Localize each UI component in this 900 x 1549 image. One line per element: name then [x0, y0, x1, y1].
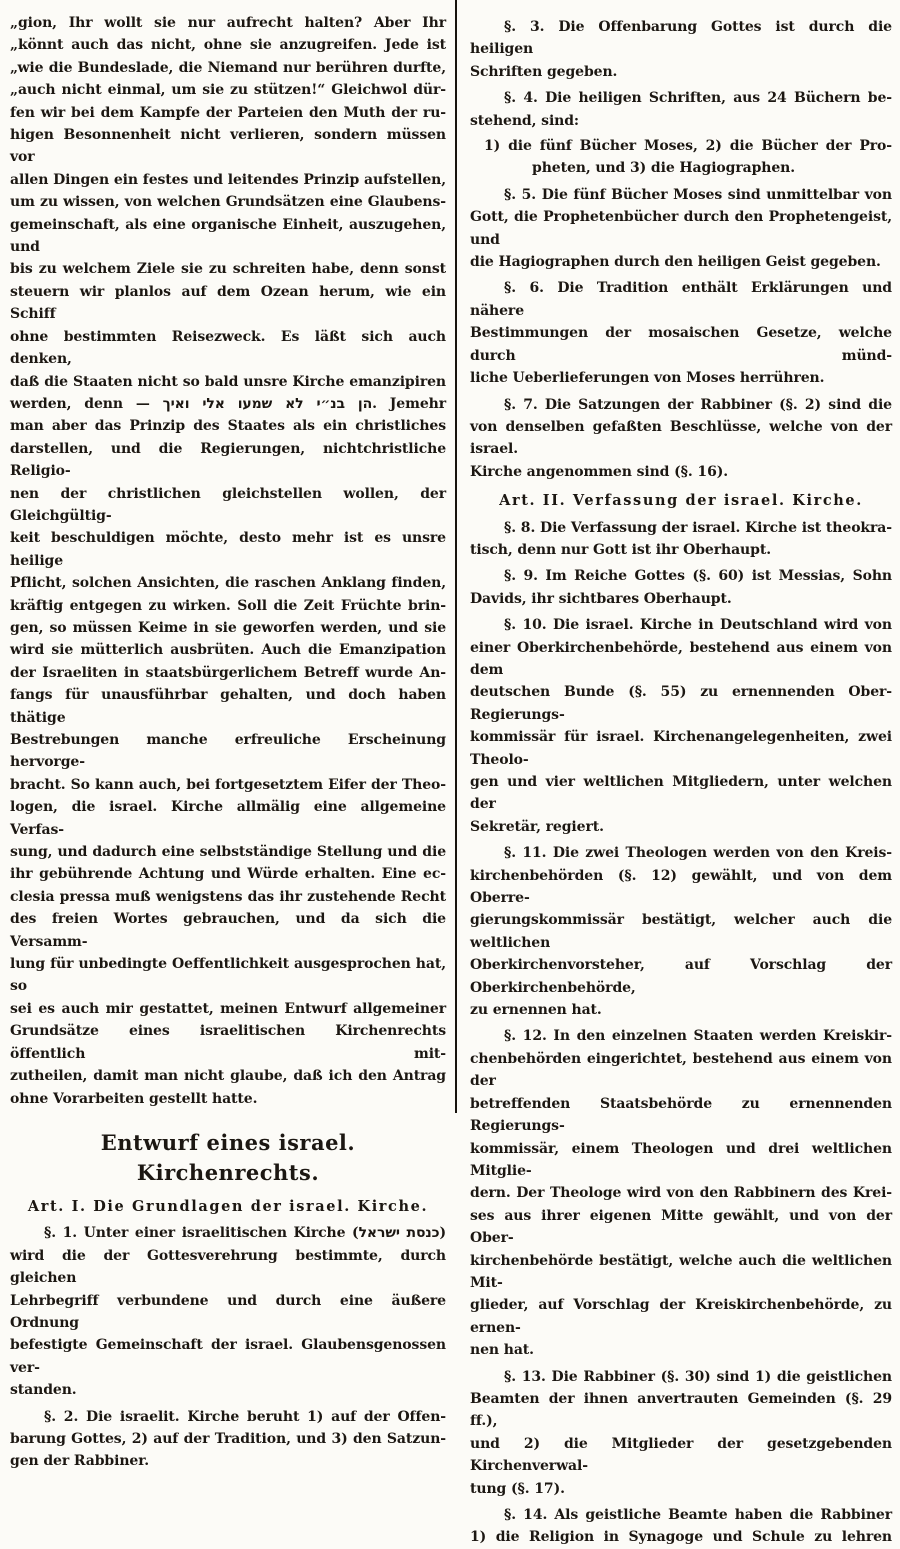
- text-line: kirchenbehörde bestätigt, welche auch die weltlichen Mit-: [470, 1252, 892, 1291]
- text-line: von denselben gefaßten Beschlüsse, welche von der israel.: [470, 418, 892, 458]
- text-line: Oberkirchenvorsteher, auf Vorschlag der Oberkirchenbehörde,: [470, 957, 892, 996]
- text-line: Bestrebungen manche erfreuliche Erscheinung hervorge-: [10, 732, 446, 771]
- text-line: stehend, sind:: [470, 112, 579, 129]
- text-line: lung für unbedingte Oeffentlichkeit ausgesprochen hat, so: [10, 956, 446, 995]
- text-line: darstellen, und die Regierungen, nichtchristliche Religio-: [10, 440, 446, 480]
- text-line: Beamten der ihnen anvertrauten Gemeinden (§. 29 ff.),: [470, 1390, 892, 1430]
- text-line: nen hat.: [470, 1342, 534, 1359]
- text-line: deutschen Bunde (§. 55) zu ernennenden Ober-Regierungs-: [470, 684, 892, 723]
- text-line: ohne Vorarbeiten gestellt hatte.: [10, 1090, 258, 1107]
- article-heading: Art. II. Verfassung der israel. Kirche.: [499, 492, 863, 510]
- text-line: fen wir bei dem Kampfe der Parteien den Muth der ru-: [10, 104, 446, 121]
- article-heading: Art. I. Die Grundlagen der israel. Kirche.: [27, 1197, 429, 1215]
- text-line: wird die der Gottesverehrung bestimmte, durch gleichen: [10, 1247, 446, 1287]
- text-line: gemeinschaft, als eine organische Einheit, auszugehen, und: [10, 216, 446, 256]
- text-line: „auch nicht einmal, um sie zu stützen!“ Gleichwol dür-: [10, 82, 446, 99]
- text-line: logen, die israel. Kirche allmälig eine allgemeine Verfas-: [10, 799, 446, 838]
- column-divider-rule: [455, 0, 457, 1113]
- text-line: glieder, auf Vorschlag der Kreiskirchenbehörde, zu ernen-: [470, 1297, 892, 1336]
- text-line: die Hagiographen durch den heiligen Geist gegeben.: [470, 254, 881, 271]
- text-line: ihr gebührende Achtung und Würde erhalten. Eine ec-: [10, 866, 446, 883]
- text-line: betreffenden Staatsbehörde zu ernennenden Regierungs-: [470, 1095, 892, 1135]
- text-line: §. 9. Im Reiche Gottes (§. 60) ist Messias, Sohn: [504, 568, 892, 585]
- text-line: gierungskommissär bestätigt, welcher auch die weltlichen: [470, 912, 892, 951]
- text-line: nen der christlichen gleichstellen wollen, der Gleichgültig-: [10, 485, 446, 524]
- text-line: Sekretär, regiert.: [470, 818, 604, 835]
- text-line: tisch, denn nur Gott ist ihr Oberhaupt.: [470, 541, 771, 558]
- text-line: bracht. So kann auch, bei fortgesetztem Eifer der Theo-: [10, 776, 446, 793]
- text-line: §. 2. Die israelit. Kirche beruht 1) auf der Offen-: [44, 1408, 446, 1425]
- list-item-line: pheten, und 3) die Hagiographen.: [532, 160, 796, 177]
- text-line: werden, denn — הן בנ״י לא שמעו אלי ואיך. Jemehr: [10, 395, 446, 412]
- text-line: ohne bestimmten Reisezweck. Es läßt sich auch denken,: [10, 328, 446, 368]
- text-line: einer Oberkirchenbehörde, bestehend aus einem von dem: [470, 639, 892, 678]
- right-text-column: [470, 12, 892, 1549]
- text-line: sei es auch mir gestattet, meinen Entwurf allgemeiner: [10, 1000, 446, 1017]
- text-line: keit beschuldigen möchte, desto mehr ist es unsre heilige: [10, 530, 446, 569]
- text-line: chenbehörden eingerichtet, bestehend aus einem von der: [470, 1050, 892, 1090]
- text-line: gen, so müssen Keime in sie geworfen werden, und sie: [10, 619, 446, 636]
- text-line: man aber das Prinzip des Staates als ein christliches: [10, 418, 446, 435]
- text-line: §. 14. Als geistliche Beamte haben die Rabbiner: [504, 1507, 892, 1523]
- text-line: §. 1. Unter einer israelitischen Kirche (כנסת ישראל): [44, 1225, 446, 1242]
- text-line: kommissär für israel. Kirchenangelegenheiten, zwei Theolo-: [470, 729, 892, 768]
- text-line: 1) die Religion in Synagoge und Schule zu lehren: [470, 1529, 892, 1546]
- text-line: §. 6. Die Tradition enthält Erklärungen und nähere: [470, 280, 892, 319]
- section-title: Entwurf eines israel. Kirchenrechts.: [100, 1129, 356, 1185]
- text-line: zutheilen, damit man nicht glaube, daß ich den Antrag: [10, 1068, 446, 1085]
- left-text-column: [10, 12, 446, 1473]
- text-line: §. 4. Die heiligen Schriften, aus 24 Büchern be-: [504, 90, 892, 107]
- text-line: kräftig entgegen zu wirken. Soll die Zeit Früchte brin-: [10, 597, 446, 614]
- text-line: allen Dingen ein festes und leitendes Prinzip aufstellen,: [10, 171, 446, 188]
- text-line: steuern wir planlos auf dem Ozean herum, wie ein Schiff: [10, 283, 446, 323]
- text-line: Gott, die Prophetenbücher durch den Prophetengeist, und: [470, 209, 892, 248]
- text-line: ses aus ihrer eigenen Mitte gewählt, und von der Ober-: [470, 1207, 892, 1247]
- text-line: Schriften gegeben.: [470, 63, 618, 80]
- list-item-line: 1) die fünf Bücher Moses, 2) die Bücher der Pro-: [484, 138, 892, 155]
- text-line: gen der Rabbiner.: [10, 1453, 149, 1470]
- text-line: §. 12. In den einzelnen Staaten werden Kreiskir-: [504, 1028, 892, 1045]
- text-line: standen.: [10, 1382, 77, 1399]
- text-line: der Israeliten in staatsbürgerlichem Betreff wurde An-: [10, 664, 446, 681]
- text-line: des freien Wortes gebrauchen, und da sich die Versamm-: [10, 911, 446, 950]
- text-line: Pflicht, solchen Ansichten, die raschen Anklang finden,: [10, 575, 446, 592]
- text-line: barung Gottes, 2) auf der Tradition, und 3) den Satzun-: [10, 1430, 446, 1447]
- text-line: kommissär, einem Theologen und drei weltlichen Mitglie-: [470, 1140, 892, 1179]
- text-line: fangs für unausführbar gehalten, und doch haben thätige: [10, 687, 446, 726]
- text-line: sung, und dadurch eine selbstständige Stellung und die: [10, 844, 446, 861]
- text-line: §. 8. Die Verfassung der israel. Kirche ist theokra-: [504, 519, 892, 536]
- text-line: Bestimmungen der mosaischen Gesetze, welche durch münd-: [470, 325, 892, 364]
- text-line: higen Besonnenheit nicht verlieren, sondern müssen vor: [10, 127, 446, 166]
- text-line: „gion, Ihr wollt sie nur aufrecht halten? Aber Ihr: [10, 15, 446, 31]
- text-line: Kirche angenommen sind (§. 16).: [470, 463, 729, 480]
- text-line: clesia pressa muß wenigstens das ihr zustehende Recht: [10, 888, 446, 905]
- text-line: befestigte Gemeinschaft der israel. Glaubensgenossen ver-: [10, 1337, 446, 1376]
- text-line: daß die Staaten nicht so bald unsre Kirche emanzipiren: [10, 373, 446, 390]
- text-line: und 2) die Mitglieder der gesetzgebenden Kirchenverwal-: [470, 1435, 892, 1475]
- text-line: gen und vier weltlichen Mitgliedern, unter welchen der: [470, 774, 892, 813]
- text-line: §. 7. Die Satzungen der Rabbiner (§. 2) sind die: [504, 396, 892, 413]
- text-line: Davids, ihr sichtbares Oberhaupt.: [470, 590, 732, 607]
- text-line: zu ernennen hat.: [470, 1002, 602, 1019]
- text-line: um zu wissen, von welchen Grundsätzen eine Glaubens-: [10, 194, 446, 211]
- text-line: §. 13. Die Rabbiner (§. 30) sind 1) die geistlichen: [504, 1368, 892, 1385]
- text-line: dern. Der Theologe wird von den Rabbinern des Krei-: [470, 1185, 892, 1202]
- text-line: §. 11. Die zwei Theologen werden von den Kreis-: [504, 845, 892, 862]
- text-line: §. 3. Die Offenbarung Gottes ist durch die heiligen: [470, 19, 892, 58]
- text-line: Lehrbegriff verbundene und durch eine äußere Ordnung: [10, 1292, 446, 1331]
- text-line: wird sie mütterlich ausbrüten. Auch die Emanzipation: [10, 642, 446, 659]
- text-line: liche Ueberlieferungen von Moses herrühren.: [470, 370, 825, 387]
- text-line: tung (§. 17).: [470, 1480, 565, 1497]
- text-line: §. 5. Die fünf Bücher Moses sind unmittelbar von: [504, 186, 892, 203]
- text-line: kirchenbehörden (§. 12) gewählt, und von dem Oberre-: [470, 867, 892, 907]
- text-line: §. 10. Die israel. Kirche in Deutschland wird von: [504, 617, 892, 634]
- text-line: Grundsätze eines israelitischen Kirchenrechts öffentlich mit-: [10, 1023, 446, 1062]
- text-line: „könnt auch das nicht, ohne sie anzugreifen. Jede ist: [10, 37, 446, 54]
- text-line: „wie die Bundeslade, die Niemand nur berühren durfte,: [10, 59, 446, 76]
- text-line: bis zu welchem Ziele sie zu schreiten habe, denn sonst: [10, 261, 446, 278]
